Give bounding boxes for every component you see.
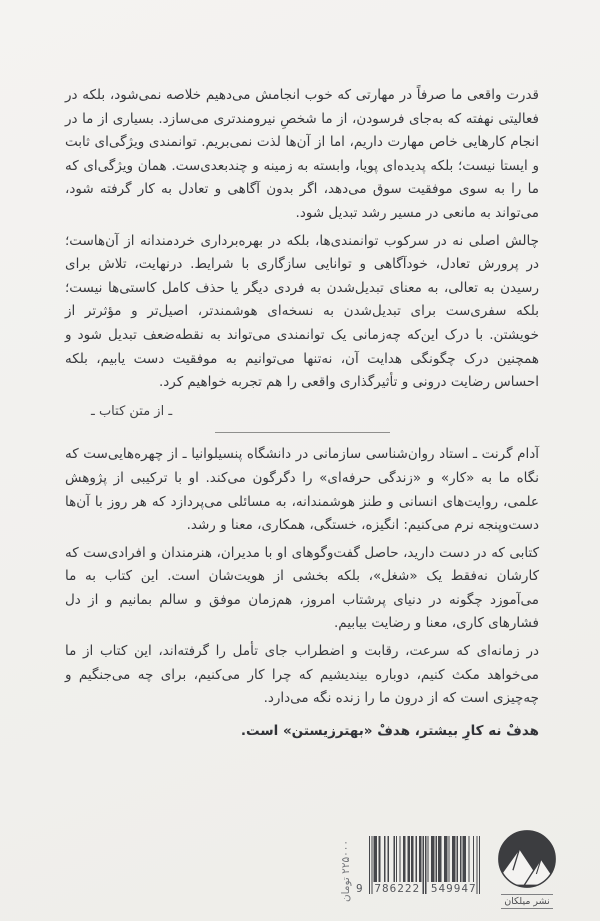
book-tagline: هدفْ نه کارِ بیشتر، هدفْ «بهترزیستن» است. — [240, 722, 539, 739]
about-author-paragraph: آدام گرنت ـ استاد روان‌شناسی سازمانی در دانشگاه پنسیلوانیا ـ از چهره‌هایی‌ست که نگاه ما به «کار» و «زندگی حرفه‌ای» را دگرگون می‌کند. او با ترکیبی از پژوهش علمی، روایت‌های انسانی و طنز هوشمندانه، به مسائلی می‌پردازد که هر روز با آن‌ها دست‌وپنجه نرم می‌کنیم: انگیزه، خستگی، همکاری، معنا و رشد. — [65, 446, 539, 534]
publisher-logo — [494, 829, 560, 909]
excerpt-attribution: ـ از متن کتاب ـ — [91, 403, 173, 419]
excerpt-paragraph: قدرت واقعی ما صرفاً در مهارتی که خوب انجامش می‌دهیم خلاصه نمی‌شود، بلکه در فعالیتی نهفته که به‌جای فرسودن، از ما شخصِ نیرومندتری می‌سازد. بسیاری از ما در انجام کارهایی خاص مهارت داریم، اما از آن‌ها لذت نمی‌بریم. توانمندی ویژگی‌ای ثابت و ایستا نیست؛ بلکه پدیده‌ای پویا، وابسته به زمینه و چندبعدی‌ست. همان ویژگی‌ای که ما را به سوی موفقیت سوق می‌دهد، اگر بدون آگاهی و تعادل به کار گرفته شود، می‌تواند به مانعی در مسیر رشد تبدیل شود. — [65, 87, 539, 221]
barcode-digit-group: 549947 — [430, 882, 477, 895]
section-divider — [215, 432, 390, 433]
price-label: ۲۲۵۰۰۰ تومان — [340, 839, 352, 903]
about-book-paragraph: کتابی که در دست دارید، حاصل گفت‌وگوهای او با مدیران، هنرمندان و افرادی‌ست که کارشان نه‌فقط یک «شغل»، بلکه بخشی از هویت‌شان است. این کتاب به ما می‌آموزد چگونه در دنیای پرشتاب امروز، هم‌زمان موفق و سالم بمانیم و از دل فشارهای کاری، معنا و رضایت بیابیم. — [65, 544, 539, 632]
barcode-digit-first: 9 — [356, 882, 364, 895]
barcode-digits — [356, 882, 482, 895]
isbn-barcode — [356, 836, 482, 902]
back-cover-text-block — [65, 84, 539, 757]
excerpt-paragraph: چالش اصلی نه در سرکوب توانمندی‌ها، بلکه در بهره‌برداری خردمندانه از آن‌هاست؛ در پرورش تعادل، خودآگاهی و توانایی سازگاری با شرایط. درنهایت، تلاش برای رسیدن به تعالی، به معنای تبدیل‌شدن به فردی دیگر یا حذف کامل کاستی‌ها نیست؛ بلکه سفری‌ست برای تبدیل‌شدن به نسخه‌ای هوشمندتر، اصیل‌تر و مؤثرتر از خویشتن. با درک این‌که چه‌زمانی یک توانمندی می‌تواند به نقطه‌ضعف تبدیل شود و همچنین درک چگونگی هدایت آن، نه‌تنها می‌توانیم به موفقیت دست یابیم، بلکه احساس رضایت درونی و تأثیرگذاری واقعی را هم تجربه خواهیم کرد. — [65, 232, 539, 391]
barcode-digit-group: 786222 — [374, 882, 421, 895]
about-context-paragraph: در زمانه‌ای که سرعت، رقابت و اضطراب جای تأمل را گرفته‌اند، این کتاب از ما می‌خواهد مکث کنیم، دوباره بیندیشیم که چرا کار می‌کنیم، برای چه می‌جنگیم و چه‌چیزی است که از درون ما را زنده نگه می‌دارد. — [65, 643, 539, 707]
mountain-logo-icon — [497, 829, 557, 889]
publisher-name: نشر میلکان — [501, 894, 553, 909]
